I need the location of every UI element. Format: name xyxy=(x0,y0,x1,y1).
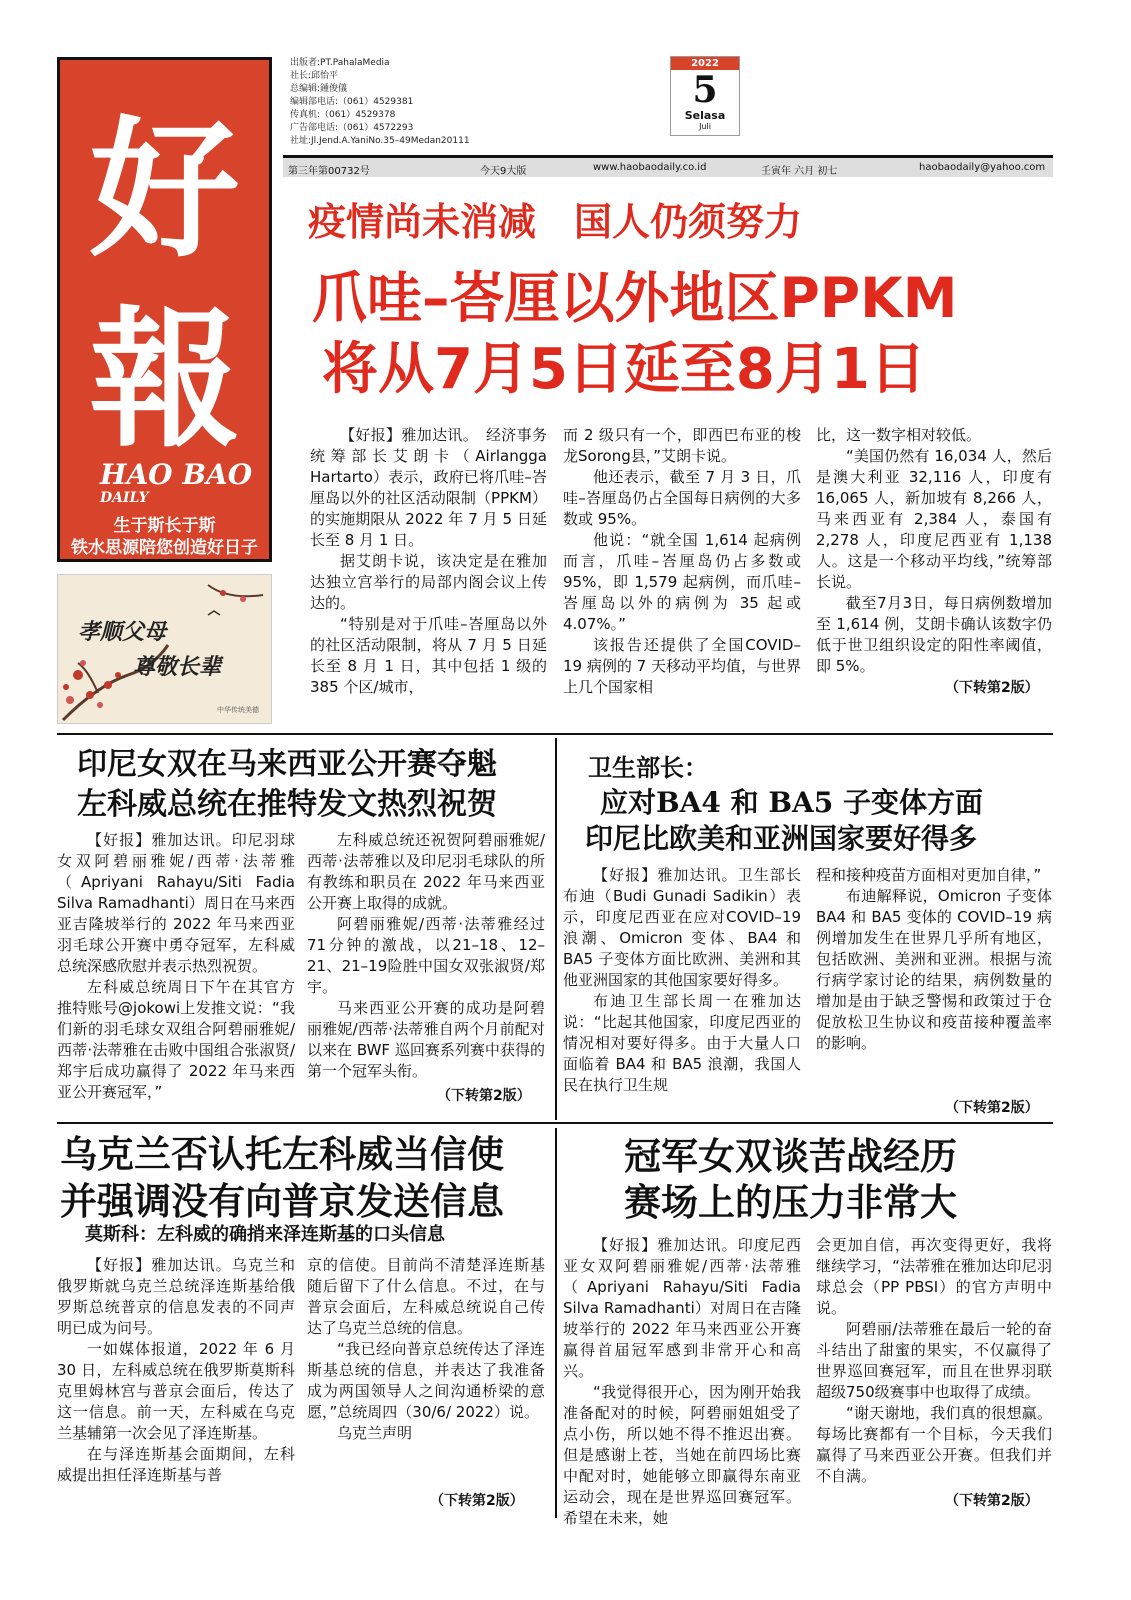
paragraph: 【好报】雅加达讯。卫生部长布迪（Budi Gunadi Sadikin）表示，印度尼西亚在应对COVID–19 浪潮、Omicron 变体、BA4 和 BA5 子变体方面比欧洲、美洲和其他亚洲国家的其他国家要好得多。 xyxy=(563,866,801,989)
divider xyxy=(57,733,1053,735)
page-count: 今天9大版 xyxy=(480,166,527,177)
article5-title-line-1: 冠军女双谈苦战经历 xyxy=(624,1134,957,1178)
divider xyxy=(57,1122,1053,1124)
lead-column-1 xyxy=(310,425,547,698)
article2-title-line-1: 印尼女双在马来西亚公开赛夺魁 xyxy=(77,747,497,782)
article3-title-line-1: 应对BA4 和 BA5 子变体方面 xyxy=(600,786,983,819)
article4-title-line-1: 乌克兰否认托左科威当信使 xyxy=(60,1132,504,1176)
paragraph: 乌克兰声明 xyxy=(337,1424,413,1442)
proverb-box xyxy=(57,574,272,724)
article4-title-line-2: 并强调没有向普京发送信息 xyxy=(60,1179,504,1223)
paragraph: 他还表示，截至 7 月 3 日，爪哇–峇厘岛仍占全国每日病例的大多数或 95%。 xyxy=(563,468,801,528)
info-line: 社长:邱怡平 xyxy=(290,71,339,81)
lead-column-3 xyxy=(816,425,1052,677)
paragraph: “我已经向普京总统传达了泽连斯基总统的信息，并表达了我准备成为两国领导人之间沟通桥梁的意愿，”总统周四（30/6/ 2022）说。 xyxy=(307,1340,545,1421)
paragraph: 布迪解释说，Omicron 子变体 BA4 和 BA5 变体的 COVID–19 病例增加发生在世界几乎所有地区，包括欧洲、美洲和亚洲。根据与流行病学家讨论的结果，病例数量的增加是由于缺乏警惕和政策过于仓促放松卫生协议和疫苗接种覆盖率的影响。 xyxy=(816,887,1052,1052)
article3-continued-link[interactable]: （下转第2版） xyxy=(945,1100,1039,1116)
paragraph: 左科威总统周日下午在其官方推特账号@jokowi上发推文说：“我们新的羽毛球女双组合阿碧丽雅妮/西蒂·法蒂雅在击败中国组合张淑贤/郑宇后成功赢得了 2022 年马来西亚公开赛冠军，” xyxy=(57,978,295,1101)
publisher-info xyxy=(290,57,470,148)
paragraph: 在与泽连斯基会面期间，左科威提出担任泽连斯基与普 xyxy=(57,1445,295,1484)
article5-continued-link[interactable]: （下转第2版） xyxy=(945,1493,1039,1509)
paragraph: 马来西亚公开赛的成功是阿碧丽雅妮/西蒂·法蒂雅自两个月前配对以来在 BWF 巡回赛系列赛中获得的第一个冠军头衔。 xyxy=(307,999,545,1080)
paragraph: “特别是对于爪哇–峇厘岛以外的社区活动限制，将从 7 月 5 日延长至 8 月 1 日，其中包括 1 级的 385 个区/城市， xyxy=(310,615,547,696)
lead-continued-link[interactable]: （下转第2版） xyxy=(945,680,1039,696)
email-link[interactable]: haobaodaily@yahoo.com xyxy=(919,162,1046,173)
paragraph: 该报告还提供了全国COVID–19 病例的 7 天移动平均值，与世界上几个国家相 xyxy=(563,636,801,696)
article2-continued-link[interactable]: （下转第2版） xyxy=(437,1088,531,1104)
article3-column-2 xyxy=(816,865,1052,1054)
paragraph: “我觉得很开心，因为刚开始我准备配对的时候，阿碧丽姐姐受了点小伤，所以她不得不推迟出赛。但是感谢上苍，当她在前四场比赛中配对时，她能够立即赢得东南亚运动会，现在是世界巡回赛冠军。希望在未来，她 xyxy=(563,1383,801,1527)
proverb-caption: 中华传统美德 xyxy=(217,706,259,714)
paragraph: 据艾朗卡说，该决定是在雅加达独立宫举行的局部内阁会议上传达的。 xyxy=(310,552,547,612)
paragraph: “谢天谢地，我们真的很想赢。每场比赛都有一个目标，今天我们赢得了马来西亚公开赛。但我们并不自满。 xyxy=(816,1404,1052,1485)
lead-kicker: 疫情尚未消减 国人仍须努力 xyxy=(308,200,803,244)
article5-column-1 xyxy=(563,1235,801,1529)
calendar-day: 5 xyxy=(692,69,718,111)
article5-column-2 xyxy=(816,1235,1052,1487)
paragraph: 【好报】雅加达讯。乌克兰和俄罗斯就乌克兰总统泽连斯基给俄罗斯总统普京的信息发表的不同声明已成为问号。 xyxy=(57,1256,295,1337)
paragraph: 比，这一数字相对较低。 xyxy=(816,426,982,444)
plum-blossom-illustration xyxy=(58,575,271,723)
proverb-line-1: 孝顺父母 xyxy=(78,619,167,645)
article2-title-line-2: 左科威总统在推特发文热烈祝贺 xyxy=(77,787,497,822)
masthead-info-bar xyxy=(283,155,1053,177)
article3-title-line-2: 印尼比欧美和亚洲国家要好得多 xyxy=(585,822,978,855)
info-line: 广告部电话:（061）4572293 xyxy=(290,123,414,133)
logo-slogan-2: 铁水思源陪您创造好日子 xyxy=(71,538,258,558)
logo-char-top: 好 xyxy=(89,102,240,278)
masthead-logo xyxy=(57,57,272,562)
info-line: 编辑部电话:（061）4529381 xyxy=(290,97,414,107)
paragraph: “美国仍然有 16,034 人，然后是澳大利亚 32,116 人，印度有 16,065 人，新加坡有 8,266 人，马来西亚有 2,384 人，泰国有 2,278 人，印度尼西亚有 1,138 人。这是一个移动平均线，”统筹部长说。 xyxy=(816,447,1052,591)
article4-column-2 xyxy=(307,1255,545,1444)
lunar-date: 壬寅年 六月 初七 xyxy=(761,166,838,177)
website-link[interactable]: www.haobaodaily.co.id xyxy=(593,162,707,173)
article3-kicker: 卫生部长： xyxy=(588,753,708,782)
info-line: 出版者:PT.PahalaMedia xyxy=(290,58,390,68)
paragraph: 阿碧丽/法蒂雅在最后一轮的奋斗结出了甜蜜的果实，不仅赢得了世界巡回赛冠军，而且在世界羽联超级750级赛事中也取得了成绩。 xyxy=(816,1320,1052,1401)
article4-subtitle: 莫斯科：左科威的确捎来泽连斯基的口头信息 xyxy=(85,1224,445,1245)
info-line: 传真机:（061）4529378 xyxy=(290,110,396,120)
paragraph: 【好报】雅加达讯。印度尼西亚女双阿碧丽雅妮/西蒂·法蒂雅（Apriyani Rahayu/Siti Fadia Silva Ramadhanti）对周日在吉隆坡举行的 2022 年马来西亚公开赛赢得首届冠军感到非常开心和高兴。 xyxy=(563,1236,801,1380)
paragraph: 他说：“就全国 1,614 起病例而言，爪哇–峇厘岛仍占多数或 95%，即 1,579 起病例，而爪哇–峇厘岛以外的病例为 35 起或 4.07%。” xyxy=(563,531,801,633)
paragraph: 程和接种疫苗方面相对更加自律，” xyxy=(816,866,1042,884)
lead-column-2 xyxy=(563,425,801,698)
paragraph: 截至7月3日，每日病例数增加至 1,614 例，艾朗卡确认该数字仍低于世卫组织设定的阳性率阈值，即 5%。 xyxy=(816,594,1052,675)
info-line: 总编辑:鍾俊儀 xyxy=(290,84,348,94)
paragraph: 【好报】雅加达讯。 经济事务统筹部长艾朗卡（Airlangga Hartarto）表示，政府已将爪哇–峇厘岛以外的社区活动限制（PPKM）的实施期限从 2022 年 7 月 5 日延长至 8 月 1 日。 xyxy=(310,426,547,549)
proverb-line-2: 尊敬长辈 xyxy=(133,654,222,680)
article2-column-1 xyxy=(57,830,295,1103)
paragraph: 布迪卫生部长周一在雅加达说：“比起其他国家，印度尼西亚的情况相对要好得多。由于大量人口面临着 BA4 和 BA5 浪潮，我国人民在执行卫生规 xyxy=(563,992,801,1094)
paragraph: 【好报】雅加达讯。印尼羽球女双阿碧丽雅妮/西蒂·法蒂雅（Apriyani Rahayu/Siti Fadia Silva Ramadhanti）周日在马来西亚吉隆坡举行的 2022 年马来西亚羽毛球公开赛中勇夺冠军，左科威总统深感欣慰并表示热烈祝贺。 xyxy=(57,831,295,975)
article2-column-2 xyxy=(307,830,545,1082)
logo-slogan-1: 生于斯长于斯 xyxy=(113,516,216,536)
calendar-weekday: Selasa xyxy=(684,109,726,122)
paragraph: 而 2 级只有一个，即西巴布亚的梭龙Sorong县，”艾朗卡说。 xyxy=(563,426,801,465)
logo-char-bottom: 報 xyxy=(89,292,240,468)
divider xyxy=(555,738,557,1120)
article4-continued-link[interactable]: （下转第2版） xyxy=(430,1493,524,1509)
logo-english: HAO BAO xyxy=(100,458,253,491)
paragraph: 一如媒体报道，2022 年 6 月 30 日，左科威总统在俄罗斯莫斯科克里姆林宫与普京会面后，传达了这一信息。前一天，左科威在乌克兰基辅第一次会见了泽连斯基。 xyxy=(57,1340,295,1442)
logo-daily: DAILY xyxy=(100,490,149,506)
calendar-month: Juli xyxy=(699,122,711,131)
calendar-year: 2022 xyxy=(671,57,739,70)
lead-title-line-1: 爪哇–峇厘以外地区PPKM xyxy=(312,266,958,330)
article5-title-line-2: 赛场上的压力非常大 xyxy=(624,1180,957,1224)
paragraph: 会更加自信，再次变得更好，我将继续学习，“法蒂雅在雅加达印尼羽球总会（PP PBSI）的官方声明中说。 xyxy=(816,1236,1052,1317)
issue-number: 第三年第00732号 xyxy=(288,166,370,177)
date-calendar xyxy=(670,56,740,136)
article4-column-1 xyxy=(57,1255,295,1486)
lead-title-line-2: 将从7月5日延至8月1日 xyxy=(322,337,926,402)
paragraph: 阿碧丽雅妮/西蒂·法蒂雅经过71分钟的激战，以21–18、12–21、21–19险胜中国女双张淑贤/郑宇。 xyxy=(307,915,545,996)
paragraph: 京的信使。目前尚不清楚泽连斯基随后留下了什么信息。不过，在与普京会面后，左科威总统说自己传达了乌克兰总统的信息。 xyxy=(307,1256,545,1337)
divider xyxy=(555,1128,557,1518)
info-line: 社址:Jl.Jend.A.YaniNo.35–49Medan20111 xyxy=(290,136,470,146)
article3-column-1 xyxy=(563,865,801,1096)
paragraph: 左科威总统还祝贺阿碧丽雅妮/西蒂·法蒂雅以及印尼羽毛球队的所有教练和职员在 2022 年马来西亚公开赛上取得的成就。 xyxy=(307,831,545,912)
